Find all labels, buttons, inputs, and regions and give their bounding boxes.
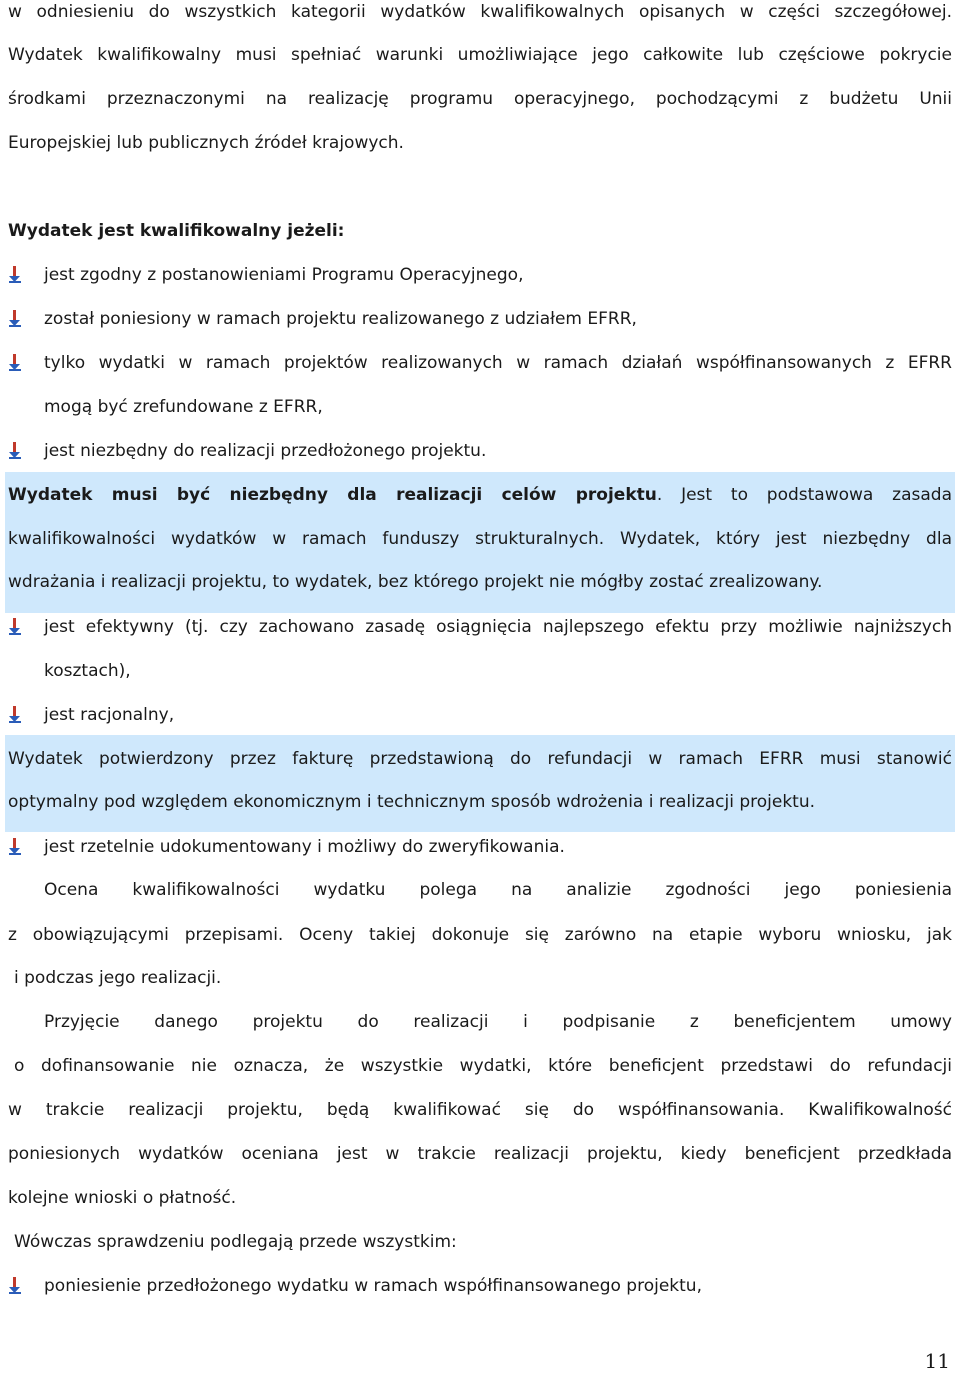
bullet-arrow-icon: [8, 838, 22, 856]
intro-line-3: środkami przeznaczonymi na realizację programu operacyjnego, pochodzącymi z budżetu Unii: [8, 89, 952, 109]
intro-line-4: Europejskiej lub publicznych źródeł krajowych.: [8, 133, 404, 153]
box1-bold-text: Wydatek musi być niezbędny dla realizacji celów projektu: [8, 485, 657, 505]
intro-line-1: w odniesieniu do wszystkich kategorii wydatków kwalifikowalnych opisanych w części szczegółowej.: [8, 2, 952, 22]
box1-line-3: wdrażania i realizacji projektu, to wydatek, bez którego projekt nie mógłby zostać zrealizowany.: [8, 572, 823, 592]
bullet-arrow-icon: [8, 442, 22, 460]
box1-line-2: kwalifikowalności wydatków w ramach funduszy strukturalnych. Wydatek, który jest niezbędny dla: [8, 529, 952, 549]
bullet-item: jest zgodny z postanowieniami Programu Operacyjnego,: [44, 265, 524, 285]
page-number: 11: [924, 1349, 950, 1373]
bullet-item: został poniesiony w ramach projektu realizowanego z udziałem EFRR,: [44, 309, 637, 329]
bullet-item: jest niezbędny do realizacji przedłożonego projektu.: [44, 441, 487, 461]
bullet-item: jest racjonalny,: [44, 705, 175, 725]
para2-line-1: Przyjęcie danego projektu do realizacji i podpisanie z beneficjentem umowy: [44, 1012, 952, 1032]
bullet-arrow-icon: [8, 354, 22, 372]
box1-rest-text: . Jest to podstawowa zasada: [656, 485, 952, 505]
box2-line-2: optymalny pod względem ekonomicznym i technicznym sposób wdrożenia i realizacji projektu.: [8, 792, 816, 812]
bullet-item-continuation: kosztach),: [44, 661, 131, 681]
bullet-item-continuation: mogą być zrefundowane z EFRR,: [44, 397, 323, 417]
bullet-item: jest rzetelnie udokumentowany i możliwy do zweryfikowania.: [44, 837, 565, 857]
para2-line-2: o dofinansowanie nie oznacza, że wszystkie wydatki, które beneficjent przedstawi do refundacji: [14, 1056, 952, 1076]
para2-line-5: kolejne wnioski o płatność.: [8, 1188, 237, 1208]
bullet-arrow-icon: [8, 1277, 22, 1295]
para1-line-1: Ocena kwalifikowalności wydatku polega na analizie zgodności jego poniesienia: [44, 880, 952, 900]
bullet-arrow-icon: [8, 618, 22, 636]
section-heading: Wydatek jest kwalifikowalny jeżeli:: [8, 221, 345, 241]
bullet-arrow-icon: [8, 310, 22, 328]
bullet-arrow-icon: [8, 706, 22, 724]
bullet-item: poniesienie przedłożonego wydatku w ramach współfinansowanego projektu,: [44, 1276, 702, 1296]
para2-line-3: w trakcie realizacji projektu, będą kwalifikować się do współfinansowania. Kwalifikowalność: [8, 1100, 952, 1120]
box1-line-1: [8, 483, 952, 507]
box2-line-1: Wydatek potwierdzony przez fakturę przedstawioną do refundacji w ramach EFRR musi stanowić: [8, 749, 952, 769]
bullet-item: jest efektywny (tj. czy zachowano zasadę osiągnięcia najlepszego efektu przy możliwie najniższych: [44, 617, 952, 637]
para3-line: Wówczas sprawdzeniu podlegają przede wszystkim:: [14, 1232, 457, 1252]
para1-line-2: z obowiązującymi przepisami. Oceny takiej dokonuje się zarówno na etapie wyboru wniosku, jak: [8, 925, 952, 945]
intro-line-2: Wydatek kwalifikowalny musi spełniać warunki umożliwiające jego całkowite lub częściowe pokrycie: [8, 45, 952, 65]
para1-line-3: i podczas jego realizacji.: [14, 968, 222, 988]
bullet-arrow-icon: [8, 266, 22, 284]
bullet-item: tylko wydatki w ramach projektów realizowanych w ramach działań współfinansowanych z EFRR: [44, 353, 952, 373]
para2-line-4: poniesionych wydatków oceniana jest w trakcie realizacji projektu, kiedy beneficjent przedkłada: [8, 1144, 952, 1164]
